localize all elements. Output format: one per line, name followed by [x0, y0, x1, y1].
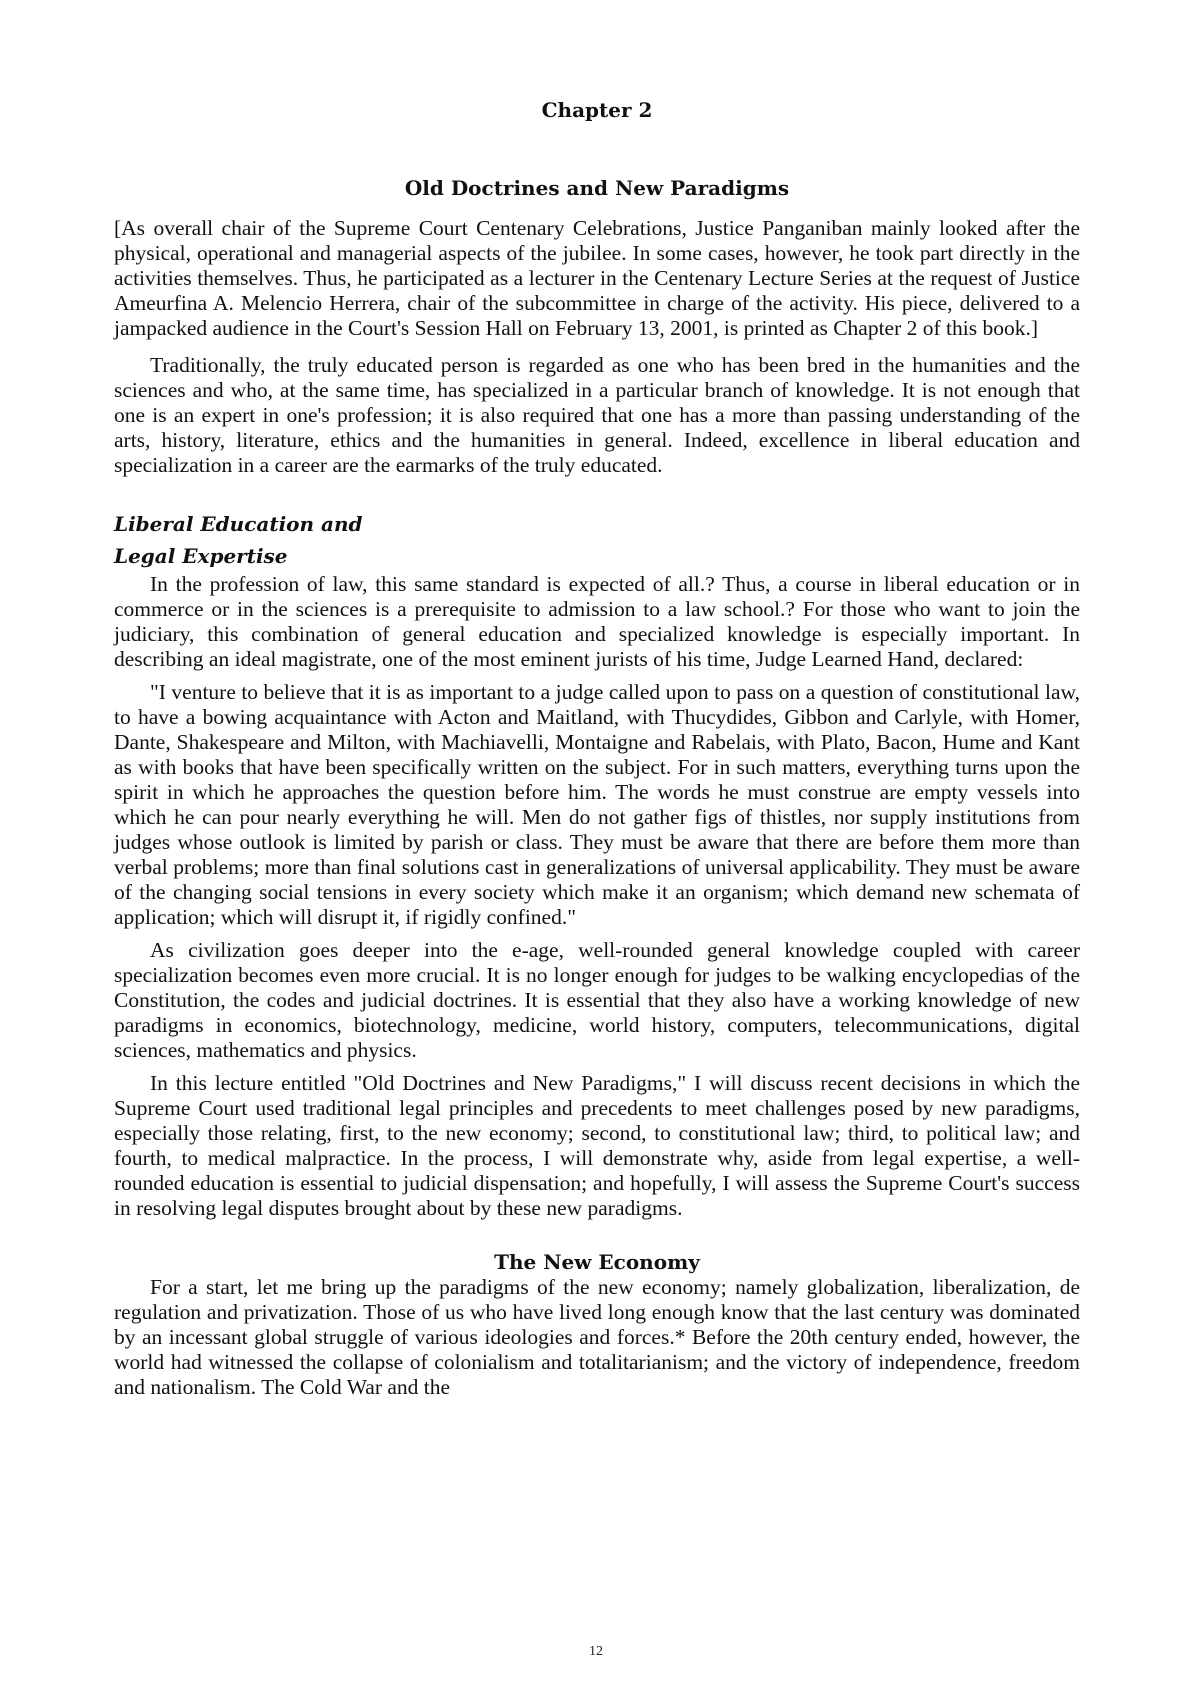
editorial-note: [As overall chair of the Supreme Court Centenary Celebrations, Justice Panganiban mainly looked after the physical, operational and managerial aspects of the jubilee. In some cases, however, he took part directly in the activities themselves. Thus, he participated as a lecturer in the Centenary Lecture Series at the request of Justice Ameurfina A. Melencio Herrera, chair of the subcommittee in charge of the activity. His piece, delivered to a jampacked audience in the Court's Session Hall on February 13, 2001, is printed as Chapter 2 of this book.] — [114, 216, 1080, 340]
paragraph-traditionally: Traditionally, the truly educated person is regarded as one who has been bred in the humanities and the sciences and who, at the same time, has specialized in a particular branch of knowledge. It is not enough that one is an expert in one's profession; it is also required that one has a more than passing understanding of the arts, history, literature, ethics and the humanities in general. Indeed, excellence in liberal education and specialization in a career are the earmarks of the truly educated. — [114, 353, 1080, 477]
section-heading-new-economy: The New Economy — [494, 1250, 700, 1274]
subheading-liberal-education — [114, 508, 1080, 572]
document-page — [114, 96, 1080, 1400]
quote-learned-hand: "I venture to believe that it is as important to a judge called upon to pass on a question of constitutional law, to have a bowing acquaintance with Acton and Maitland, with Thucydides, Gibbon and Carlyle, with Homer, Dante, Shakespeare and Milton, with Machiavelli, Montaigne and Rabelais, with Plato, Bacon, Hume and Kant as with books that have been specifically written on the subject. For in such matters, everything turns upon the spirit in which he approaches the question before him. The words he must construe are empty vessels into which he can pour nearly everything he will. Men do not gather figs of thistles, nor supply institutions from judges whose outlook is limited by parish or class. They must be aware that there are before them more than verbal problems; more than final solutions cast in generalizations of universal applicability. They must be aware of the changing social tensions in every society which make it an organism; which demand new schemata of application; which will disrupt it, if rigidly confined." — [114, 680, 1080, 929]
paragraph-for-a-start: For a start, let me bring up the paradigms of the new economy; namely globalization, liberalization, de regulation and privatization. Those of us who have lived long enough know that the last century was dominated by an incessant global struggle of various ideologies and forces.* Before the 20th century ended, however, the world had witnessed the collapse of colonialism and totalitarianism; and the victory of independence, freedom and nationalism. The Cold War and the — [114, 1275, 1080, 1399]
subheading-line-1: Liberal Education and — [114, 512, 363, 536]
paragraph-profession-of-law: In the profession of law, this same standard is expected of all.? Thus, a course in liberal education or in commerce or in the sciences is a prerequisite to admission to a law school.? For those who want to join the judiciary, this combination of general education and specialized knowledge is especially important. In describing an ideal magistrate, one of the most eminent jurists of his time, Judge Learned Hand, declared: — [114, 572, 1080, 671]
page-number: 12 — [589, 1644, 603, 1659]
paragraph-lecture: In this lecture entitled "Old Doctrines and New Paradigms," I will discuss recent decisions in which the Supreme Court used traditional legal principles and precedents to meet challenges posed by new paradigms, especially those relating, first, to the new economy; second, to constitutional law; third, to political law; and fourth, to medical malpractice. In the process, I will demonstrate why, aside from legal expertise, a well-rounded education is essential to judicial dispensation; and hopefully, I will assess the Supreme Court's success in resolving legal disputes brought about by these new paradigms. — [114, 1071, 1080, 1220]
chapter-title: Old Doctrines and New Paradigms — [404, 176, 790, 200]
chapter-label: Chapter 2 — [541, 98, 653, 122]
paragraph-civilization: As civilization goes deeper into the e-age, well-rounded general knowledge coupled with career specialization becomes even more crucial. It is no longer enough for judges to be walking encyclopedias of the Constitution, the codes and judicial doctrines. It is essential that they also have a working knowledge of new paradigms in economics, biotechnology, medicine, world history, computers, telecommunications, digital sciences, mathematics and physics. — [114, 938, 1080, 1062]
subheading-line-2: Legal Expertise — [114, 544, 288, 568]
